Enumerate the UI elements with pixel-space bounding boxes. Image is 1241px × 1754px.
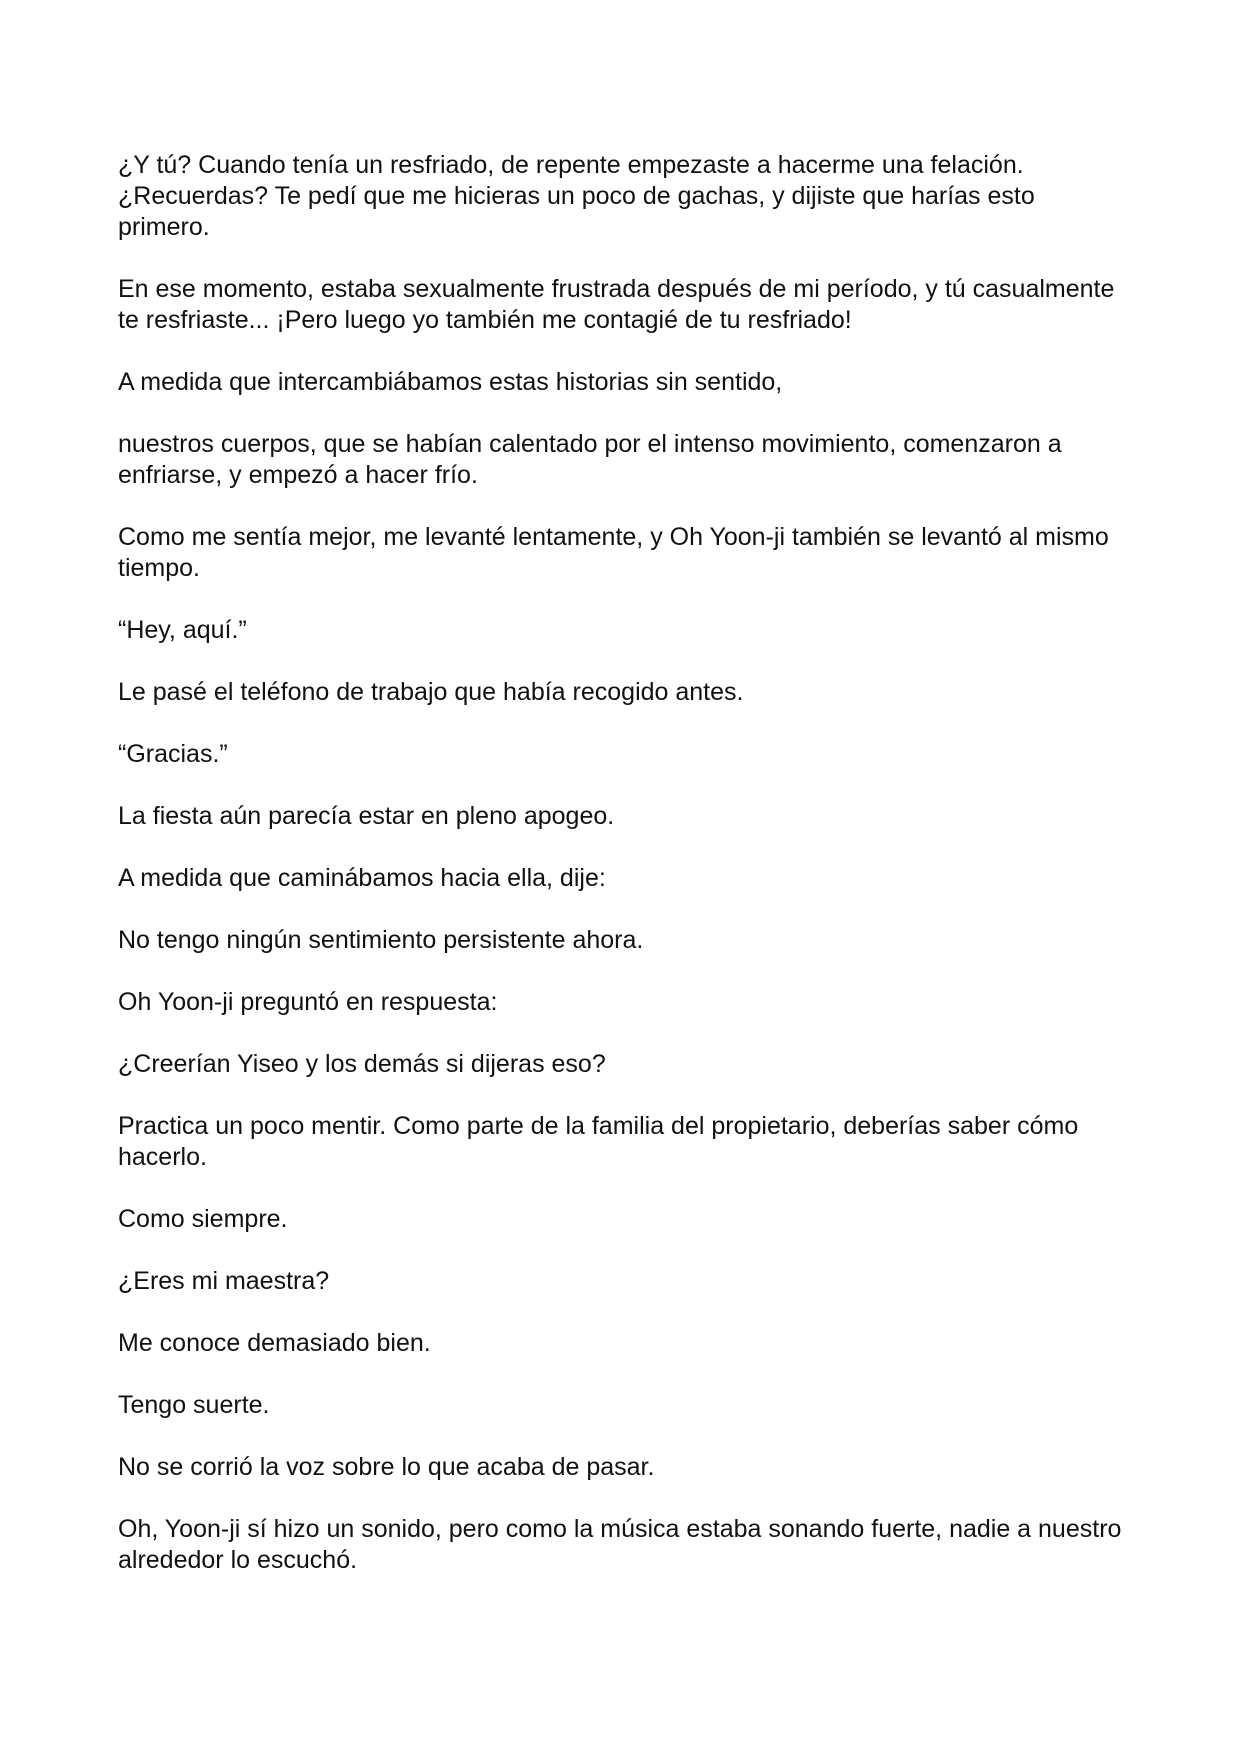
- paragraph: “Hey, aquí.”: [118, 616, 247, 644]
- paragraph: Oh Yoon-ji preguntó en respuesta:: [118, 988, 498, 1016]
- paragraph: Oh, Yoon-ji sí hizo un sonido, pero como la música estaba sonando fuerte, nadie a nuestro alrededor lo escuchó.: [118, 1515, 1122, 1574]
- paragraph: Como me sentía mejor, me levanté lentamente, y Oh Yoon-ji también se levantó al mismo tiempo.: [118, 523, 1109, 582]
- paragraph: En ese momento, estaba sexualmente frustrada después de mi período, y tú casualmente te resfriaste... ¡Pero luego yo también me contagié de tu resfriado!: [118, 275, 1115, 334]
- paragraph: Tengo suerte.: [118, 1391, 270, 1419]
- paragraph: Practica un poco mentir. Como parte de la familia del propietario, deberías saber cómo hacerlo.: [118, 1112, 1079, 1171]
- paragraph: La fiesta aún parecía estar en pleno apogeo.: [118, 802, 615, 830]
- paragraph: ¿Creerían Yiseo y los demás si dijeras eso?: [118, 1050, 606, 1078]
- paragraph: No tengo ningún sentimiento persistente ahora.: [118, 926, 644, 954]
- paragraph: A medida que caminábamos hacia ella, dije:: [118, 864, 606, 892]
- document-body: [118, 150, 1128, 1576]
- paragraph: “Gracias.”: [118, 740, 228, 768]
- paragraph: ¿Y tú? Cuando tenía un resfriado, de repente empezaste a hacerme una felación. ¿Recuerdas? Te pedí que me hicieras un poco de gachas, y dijiste que harías esto primero.: [118, 151, 1035, 241]
- paragraph: Me conoce demasiado bien.: [118, 1329, 431, 1357]
- paragraph: Como siempre.: [118, 1205, 288, 1233]
- paragraph: A medida que intercambiábamos estas historias sin sentido,: [118, 368, 783, 396]
- paragraph: nuestros cuerpos, que se habían calentado por el intenso movimiento, comenzaron a enfriarse, y empezó a hacer frío.: [118, 430, 1062, 489]
- paragraph: Le pasé el teléfono de trabajo que había recogido antes.: [118, 678, 744, 706]
- paragraph: No se corrió la voz sobre lo que acaba de pasar.: [118, 1453, 655, 1481]
- paragraph: ¿Eres mi maestra?: [118, 1267, 330, 1295]
